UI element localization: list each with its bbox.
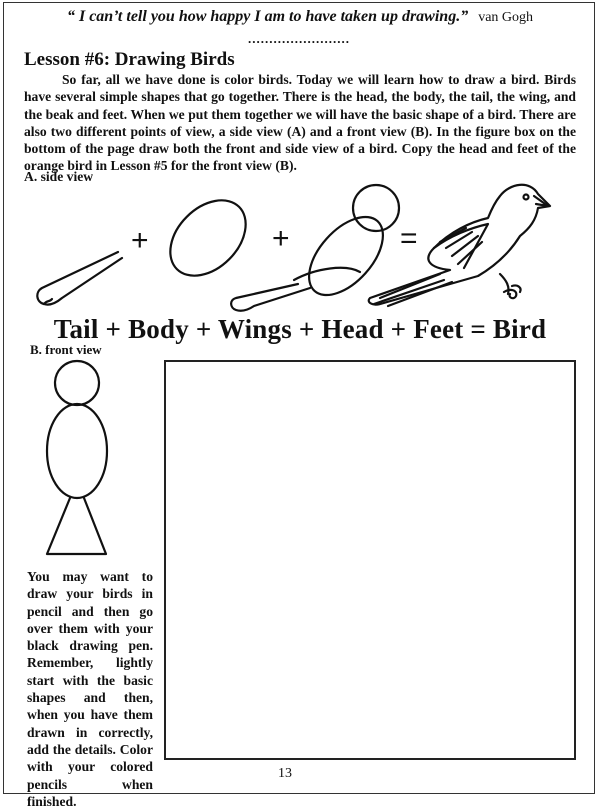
equation-text: Tail + Body + Wings + Head + Feet = Bird bbox=[53, 314, 547, 344]
side-view-label: A. side view bbox=[24, 169, 94, 184]
lesson-title: Lesson #6: Drawing Birds bbox=[24, 49, 235, 70]
lesson-paragraph bbox=[24, 71, 576, 175]
quote-text: “ I can’t tell you how happy I am to have taken up drawing.” bbox=[66, 8, 469, 25]
plus-sign-1: + bbox=[131, 224, 149, 257]
quote-line bbox=[0, 8, 600, 26]
page-number: 13 bbox=[278, 766, 292, 781]
drawing-box[interactable] bbox=[164, 360, 576, 760]
plus-sign-2: + bbox=[272, 222, 290, 255]
equals-sign: = bbox=[400, 222, 418, 255]
tail-shape bbox=[30, 248, 130, 308]
side-note-text: You may want to draw your birds in pencil and then go over them with your black drawing pen. Remember, lightly start with the basic shapes and then, when you have them drawn in correctly, add the details. Color with your colored pencils when finished. bbox=[27, 569, 153, 809]
front-view-bird-drawing bbox=[40, 358, 130, 568]
lesson-paragraph-text: So far, all we have done is color birds. Today we will learn how to draw a bird. Birds have several simple shapes that go together. There is the head, the body, the tail, the wing, and the beak and feet. When we put them together we will have the basic shape of a bird. There are also two different points of view, a side view (A) and a front view (B). In the figure box on the bottom of the page draw both the front and side view of a bird. Copy the head and feet of the orange bird in Lesson #5 for the front view (B). bbox=[24, 72, 576, 174]
front-view-label: B. front view bbox=[30, 342, 102, 357]
finished-bird-drawing bbox=[360, 178, 560, 313]
quote-divider: ........................ bbox=[248, 31, 350, 46]
quote-author: van Gogh bbox=[478, 10, 534, 25]
